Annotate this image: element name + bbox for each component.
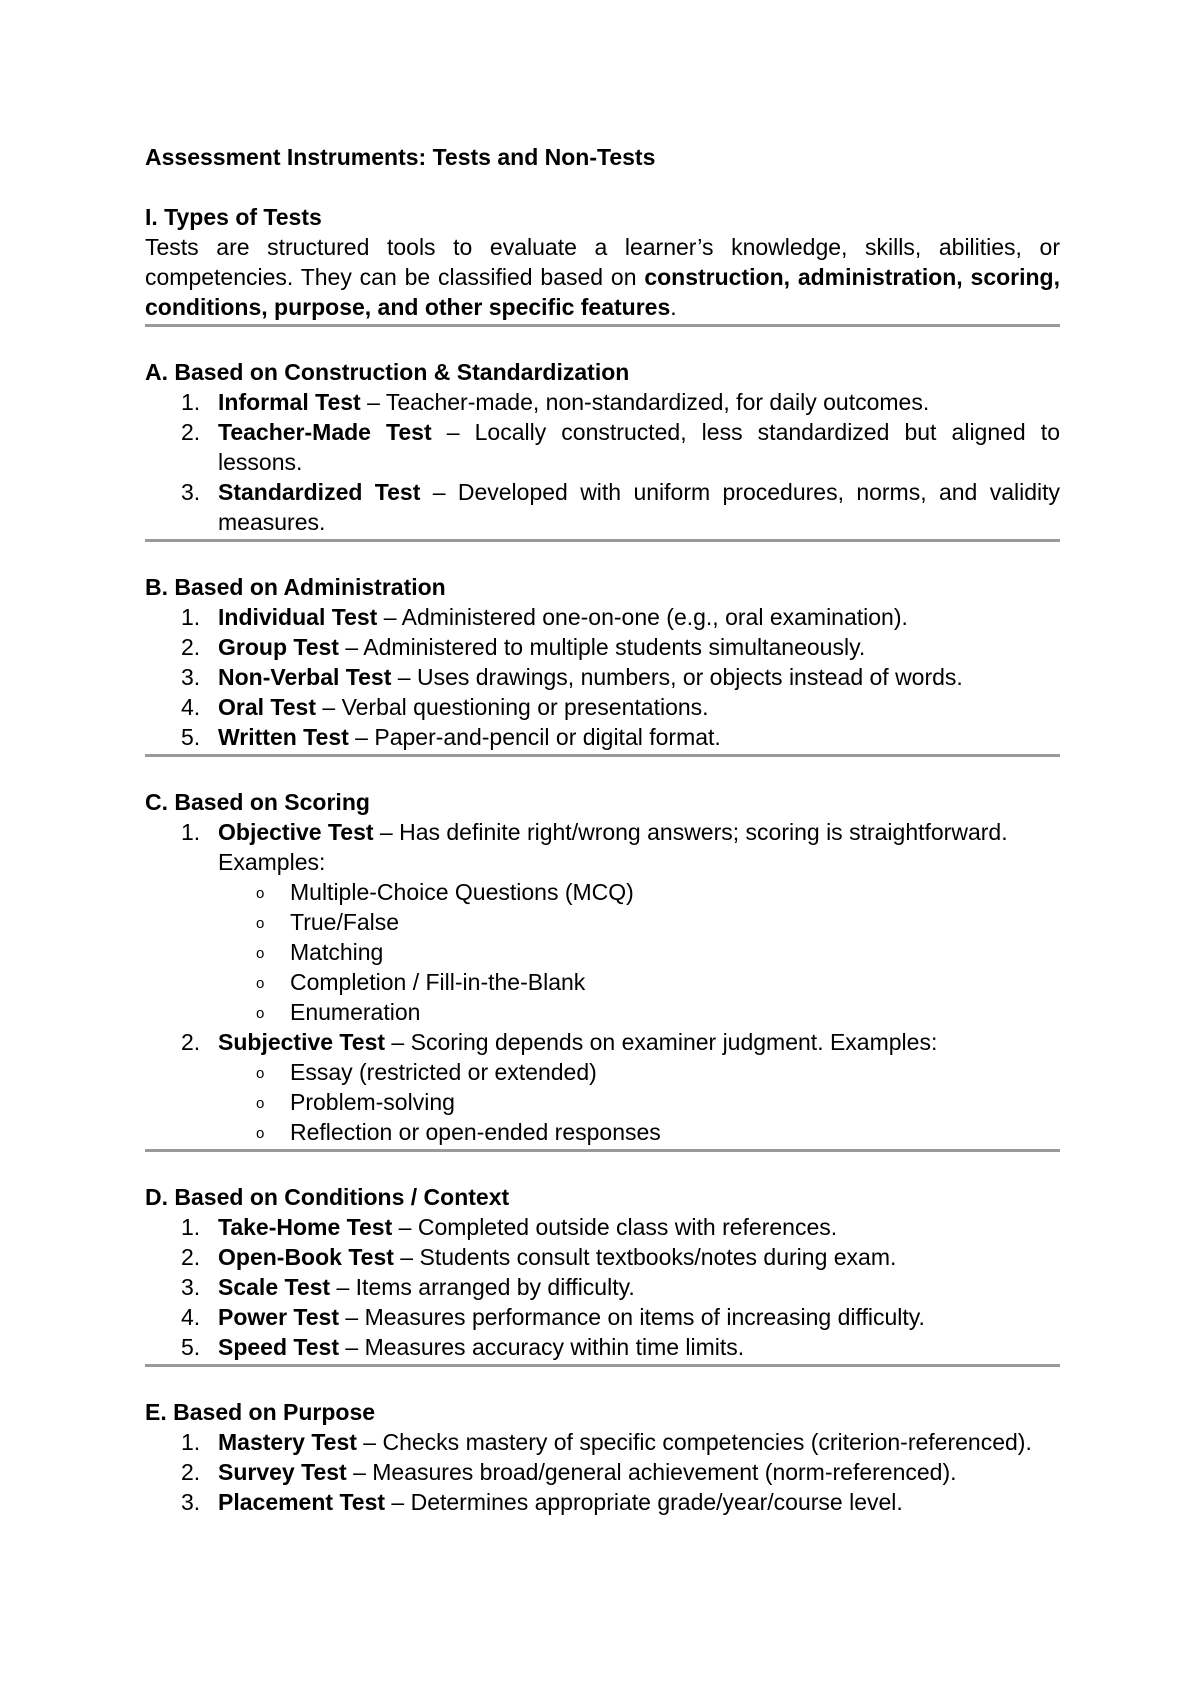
item-description: – Completed outside class with references. — [392, 1214, 838, 1240]
item-number: 3. — [181, 664, 201, 690]
test-type-list — [145, 1427, 1060, 1517]
item-number: 4. — [181, 1304, 201, 1330]
item-number: 3. — [181, 1489, 201, 1515]
list-item — [145, 1427, 1060, 1457]
circle-bullet-icon: o — [256, 915, 265, 932]
section-heading-types-of-tests: I. Types of Tests — [145, 204, 322, 230]
list-item — [145, 1242, 1060, 1272]
spacer — [145, 327, 1060, 357]
document-title: Assessment Instruments: Tests and Non-Tests — [145, 144, 656, 170]
spacer — [145, 1152, 1060, 1182]
item-number: 1. — [181, 604, 201, 630]
item-term: Teacher-Made Test — [218, 419, 432, 445]
group-heading: A. Based on Construction & Standardization — [145, 359, 630, 385]
list-item — [145, 1272, 1060, 1302]
item-description: – Items arranged by difficulty. — [330, 1274, 635, 1300]
circle-bullet-icon: o — [256, 975, 265, 992]
item-description: – Measures performance on items of increasing difficulty. — [339, 1304, 925, 1330]
example-text: Reflection or open-ended responses — [290, 1119, 661, 1145]
list-item — [145, 1487, 1060, 1517]
list-item — [145, 387, 1060, 417]
item-term: Group Test — [218, 634, 339, 660]
item-term: Standardized Test — [218, 479, 421, 505]
example-text: Completion / Fill-in-the-Blank — [290, 969, 586, 995]
example-item — [145, 1117, 1060, 1147]
item-description: – Administered to multiple students simultaneously. — [338, 634, 866, 660]
item-description: – Developed with uniform procedures, norms, and validity measures. — [218, 479, 1060, 535]
spacer — [145, 542, 1060, 572]
item-description: – Uses drawings, numbers, or objects instead of words. — [391, 664, 963, 690]
examples-list — [145, 877, 1060, 1027]
item-description: – Determines appropriate grade/year/course level. — [385, 1489, 903, 1515]
item-description: – Verbal questioning or presentations. — [316, 694, 709, 720]
list-item — [145, 692, 1060, 722]
example-item — [145, 877, 1060, 907]
item-term: Open-Book Test — [218, 1244, 394, 1270]
group-heading: E. Based on Purpose — [145, 1399, 376, 1425]
item-number: 2. — [181, 1029, 201, 1055]
item-term: Written Test — [218, 724, 349, 750]
group-heading: D. Based on Conditions / Context — [145, 1184, 510, 1210]
list-item — [145, 1332, 1060, 1362]
item-term: Individual Test — [218, 604, 378, 630]
intro-text: Tests are structured tools to evaluate a learner’s knowledge, skills, abilities, or competencies. They can be classified based on — [145, 234, 1060, 290]
example-item — [145, 967, 1060, 997]
item-term: Scale Test — [218, 1274, 331, 1300]
item-number: 1. — [181, 389, 201, 415]
circle-bullet-icon: o — [256, 1095, 265, 1112]
item-number: 4. — [181, 694, 201, 720]
test-type-list — [145, 387, 1060, 537]
circle-bullet-icon: o — [256, 945, 265, 962]
list-item — [145, 477, 1060, 537]
item-description: – Measures broad/general achievement (norm-referenced). — [346, 1459, 957, 1485]
list-item — [145, 722, 1060, 752]
list-item — [145, 1302, 1060, 1332]
example-item — [145, 1087, 1060, 1117]
example-text: True/False — [290, 909, 400, 935]
item-term: Speed Test — [218, 1334, 339, 1360]
item-term: Mastery Test — [218, 1429, 357, 1455]
item-term: Subjective Test — [218, 1029, 386, 1055]
intro-end: . — [670, 294, 677, 320]
item-number: 2. — [181, 634, 201, 660]
example-item — [145, 1057, 1060, 1087]
example-text: Essay (restricted or extended) — [290, 1059, 597, 1085]
list-item — [145, 1212, 1060, 1242]
item-term: Placement Test — [218, 1489, 386, 1515]
list-item — [145, 632, 1060, 662]
test-groups — [145, 327, 1060, 1517]
item-number: 2. — [181, 1244, 201, 1270]
item-number: 2. — [181, 1459, 201, 1485]
list-item — [145, 1027, 1060, 1057]
item-term: Non-Verbal Test — [218, 664, 392, 690]
item-number: 1. — [181, 1214, 201, 1240]
item-number: 5. — [181, 724, 201, 750]
item-description: – Scoring depends on examiner judgment. Examples: — [385, 1029, 938, 1055]
item-term: Objective Test — [218, 819, 374, 845]
spacer — [145, 757, 1060, 787]
item-description: – Locally constructed, less standardized but aligned to lessons. — [218, 419, 1060, 475]
item-description: – Checks mastery of specific competencies (criterion-referenced). — [356, 1429, 1032, 1455]
example-text: Enumeration — [290, 999, 421, 1025]
example-text: Matching — [290, 939, 384, 965]
section-intro — [145, 232, 1060, 322]
list-item — [145, 602, 1060, 632]
item-description: – Students consult textbooks/notes during exam. — [393, 1244, 897, 1270]
list-item — [145, 417, 1060, 477]
example-item — [145, 907, 1060, 937]
item-description: – Measures accuracy within time limits. — [339, 1334, 745, 1360]
item-number: 1. — [181, 819, 201, 845]
group-heading: B. Based on Administration — [145, 574, 446, 600]
circle-bullet-icon: o — [256, 1125, 265, 1142]
example-item — [145, 937, 1060, 967]
item-term: Power Test — [218, 1304, 339, 1330]
examples-label: Examples: — [218, 849, 326, 875]
list-item — [145, 1457, 1060, 1487]
document-page — [145, 142, 1060, 1517]
item-description: – Paper-and-pencil or digital format. — [348, 724, 721, 750]
examples-list — [145, 1057, 1060, 1147]
spacer — [145, 1367, 1060, 1397]
item-term: Take-Home Test — [218, 1214, 393, 1240]
circle-bullet-icon: o — [256, 1005, 265, 1022]
item-term: Survey Test — [218, 1459, 347, 1485]
item-number: 5. — [181, 1334, 201, 1360]
item-number: 3. — [181, 1274, 201, 1300]
example-text: Problem-solving — [290, 1089, 455, 1115]
example-text: Multiple-Choice Questions (MCQ) — [290, 879, 634, 905]
test-type-list — [145, 1212, 1060, 1362]
group-heading: C. Based on Scoring — [145, 789, 370, 815]
item-number: 1. — [181, 1429, 201, 1455]
item-number: 3. — [181, 479, 201, 505]
circle-bullet-icon: o — [256, 1065, 265, 1082]
example-item — [145, 997, 1060, 1027]
item-term: Oral Test — [218, 694, 316, 720]
intro-bold-text: construction, administration, scoring, conditions, purpose, and other specific features — [145, 264, 1060, 320]
item-description: – Administered one-on-one (e.g., oral examination). — [377, 604, 908, 630]
list-item — [145, 817, 1060, 847]
list-item — [145, 662, 1060, 692]
test-type-list — [145, 817, 1060, 1147]
item-description: – Teacher-made, non-standardized, for daily outcomes. — [360, 389, 930, 415]
test-type-list — [145, 602, 1060, 752]
item-number: 2. — [181, 419, 201, 445]
item-description: – Has definite right/wrong answers; scoring is straightforward. — [373, 819, 1008, 845]
circle-bullet-icon: o — [256, 885, 265, 902]
spacer — [145, 172, 1060, 202]
item-term: Informal Test — [218, 389, 361, 415]
